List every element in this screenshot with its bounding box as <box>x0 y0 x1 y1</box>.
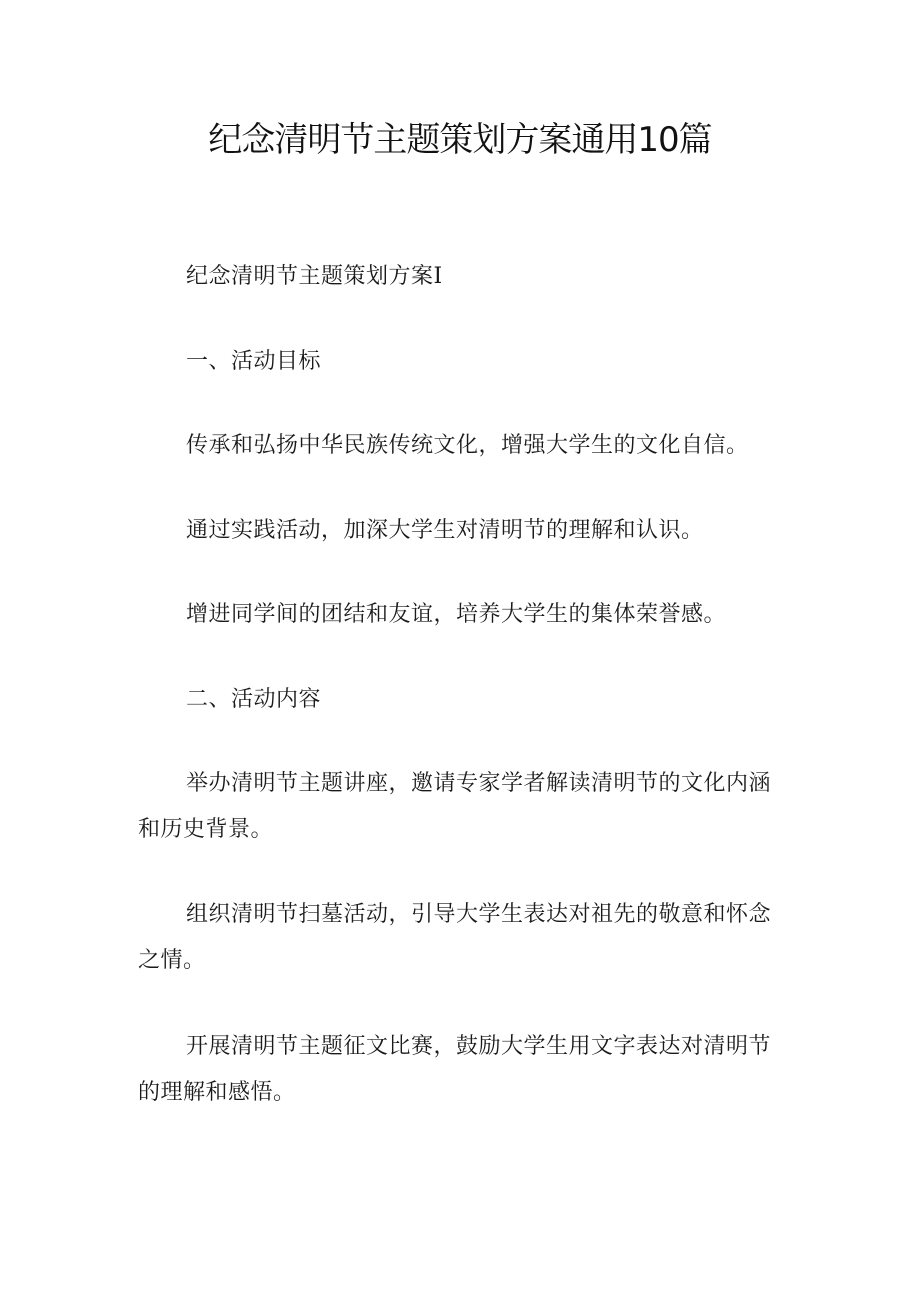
content-paragraph: 举办清明节主题讲座，邀请专家学者解读清明节的文化内涵和历史背景。 <box>138 771 772 842</box>
section-heading-goals: 一、活动目标 <box>186 349 322 374</box>
goal-paragraph: 增进同学间的团结和友谊，培养大学生的集体荣誉感。 <box>186 602 727 627</box>
section-heading-content: 二、活动内容 <box>186 687 322 712</box>
content-paragraph: 组织清明节扫墓活动，引导大学生表达对祖先的敬意和怀念之情。 <box>138 902 772 973</box>
content-paragraph: 开展清明节主题征文比赛，鼓励大学生用文字表达对清明节的理解和感悟。 <box>138 1034 772 1105</box>
document-title: 纪念清明节主题策划方案通用10篇 <box>208 120 712 160</box>
plan-heading: 纪念清明节主题策划方案I <box>186 264 443 289</box>
goal-paragraph: 通过实践活动，加深大学生对清明节的理解和认识。 <box>186 518 704 543</box>
goal-paragraph: 传承和弘扬中华民族传统文化，增强大学生的文化自信。 <box>186 433 749 458</box>
